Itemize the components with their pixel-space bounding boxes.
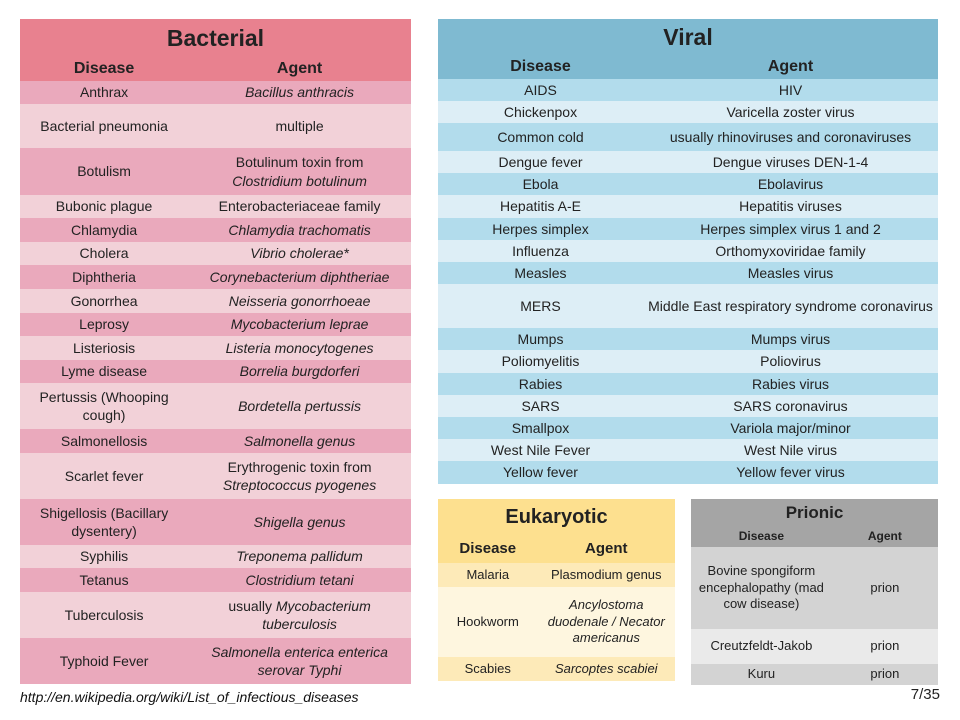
agent-text: Botulinum toxin from	[235, 154, 364, 171]
disease-cell: Chlamydia	[20, 218, 188, 242]
bacterial-col-disease: Disease	[20, 57, 188, 81]
disease-cell: Bubonic plague	[20, 195, 188, 218]
disease-cell: Measles	[438, 262, 643, 284]
disease-cell: Smallpox	[438, 417, 643, 439]
table-row	[20, 104, 411, 148]
disease-cell: Diphtheria	[20, 265, 188, 289]
table-row	[20, 218, 411, 242]
disease-cell: Creutzfeldt-Jakob	[691, 629, 832, 664]
disease-cell: Ebola	[438, 173, 643, 195]
table-row	[20, 313, 411, 336]
agent-cell: Shigella genus	[188, 499, 411, 545]
table-row	[438, 195, 938, 218]
table-row	[438, 657, 675, 681]
table-row	[438, 373, 938, 395]
agent-cell: Orthomyxoviridae family	[643, 240, 938, 262]
disease-cell: Influenza	[438, 240, 643, 262]
disease-cell: Syphilis	[20, 545, 188, 568]
table-row	[20, 360, 411, 383]
disease-cell: Hookworm	[438, 587, 538, 657]
prionic-title: Prionic	[691, 499, 938, 527]
table-row	[20, 81, 411, 104]
disease-cell: Scabies	[438, 657, 538, 681]
disease-cell: Kuru	[691, 664, 832, 685]
agent-cell: Ancylostoma duodenale / Necator americanus	[538, 587, 675, 657]
agent-cell: prion	[832, 629, 938, 664]
page-number: 7/35	[910, 686, 940, 703]
agent-cell: Dengue viruses DEN-1-4	[643, 151, 938, 173]
agent-cell: Clostridium tetani	[188, 568, 411, 592]
table-row	[20, 453, 411, 499]
agent-species: Mycobacterium tuberculosis	[262, 597, 371, 632]
eukaryotic-table-panel	[438, 499, 675, 681]
agent-species: Streptococcus pyogenes	[222, 477, 377, 493]
disease-cell: MERS	[438, 284, 643, 328]
agent-cell: Mumps virus	[643, 328, 938, 350]
disease-cell: Tuberculosis	[20, 592, 188, 638]
table-row	[438, 240, 938, 262]
disease-cell: Cholera	[20, 242, 188, 265]
table-row	[20, 638, 411, 684]
agent-species: Clostridium botulinum	[232, 172, 367, 189]
disease-cell: Chickenpox	[438, 101, 643, 123]
agent-cell: Bordetella pertussis	[188, 383, 411, 429]
table-row	[438, 151, 938, 173]
agent-cell: Salmonella enterica enterica serovar Typhi	[188, 638, 411, 684]
disease-cell: Salmonellosis	[20, 429, 188, 453]
table-row	[438, 173, 938, 195]
table-row	[438, 461, 938, 484]
agent-cell: Middle East respiratory syndrome coronavirus	[643, 284, 938, 328]
table-row	[438, 563, 675, 587]
agent-cell: Plasmodium genus	[538, 563, 675, 587]
table-row	[438, 284, 938, 328]
bacterial-col-agent: Agent	[188, 57, 411, 81]
disease-cell: Bovine spongiform encephalopathy (mad cow disease)	[691, 547, 832, 629]
table-row	[691, 547, 938, 629]
table-row	[691, 664, 938, 685]
disease-cell: Poliomyelitis	[438, 350, 643, 373]
table-row	[438, 79, 938, 101]
table-row	[20, 195, 411, 218]
disease-cell: Dengue fever	[438, 151, 643, 173]
disease-cell: Hepatitis A-E	[438, 195, 643, 218]
agent-cell: HIV	[643, 79, 938, 101]
bacterial-title: Bacterial	[20, 19, 411, 57]
agent-cell: Sarcoptes scabiei	[538, 657, 675, 681]
disease-cell: West Nile Fever	[438, 439, 643, 461]
viral-col-agent: Agent	[643, 55, 938, 79]
agent-cell: Herpes simplex virus 1 and 2	[643, 218, 938, 240]
agent-cell: Bacillus anthracis	[188, 81, 411, 104]
disease-cell: Bacterial pneumonia	[20, 104, 188, 148]
agent-cell: Mycobacterium leprae	[188, 313, 411, 336]
agent-cell	[188, 148, 411, 195]
source-url[interactable]: http://en.wikipedia.org/wiki/List_of_infectious_diseases	[20, 689, 359, 705]
table-row	[20, 429, 411, 453]
eukaryotic-col-disease: Disease	[438, 535, 538, 563]
disease-cell: SARS	[438, 395, 643, 417]
agent-cell: Salmonella genus	[188, 429, 411, 453]
disease-cell: Malaria	[438, 563, 538, 587]
agent-cell: Vibrio cholerae*	[188, 242, 411, 265]
eukaryotic-header-row	[438, 535, 675, 563]
table-row	[438, 395, 938, 417]
agent-cell	[188, 592, 411, 638]
table-row	[20, 545, 411, 568]
table-row	[438, 101, 938, 123]
agent-text: usually	[228, 597, 276, 614]
viral-header-row	[438, 55, 938, 79]
table-row	[20, 499, 411, 545]
disease-cell: Tetanus	[20, 568, 188, 592]
agent-cell: Variola major/minor	[643, 417, 938, 439]
disease-cell: Common cold	[438, 123, 643, 151]
table-row	[20, 383, 411, 429]
table-row	[438, 350, 938, 373]
viral-table-panel	[438, 19, 938, 484]
table-row	[438, 587, 675, 657]
table-row	[438, 218, 938, 240]
agent-cell: Hepatitis viruses	[643, 195, 938, 218]
disease-cell: Yellow fever	[438, 461, 643, 484]
agent-cell: usually rhinoviruses and coronaviruses	[643, 123, 938, 151]
table-row	[20, 265, 411, 289]
bacterial-header-row	[20, 57, 411, 81]
disease-cell: Botulism	[20, 148, 188, 195]
agent-cell: Measles virus	[643, 262, 938, 284]
disease-cell: Lyme disease	[20, 360, 188, 383]
agent-cell	[188, 453, 411, 499]
table-row	[438, 123, 938, 151]
agent-cell: Poliovirus	[643, 350, 938, 373]
agent-cell: Borrelia burgdorferi	[188, 360, 411, 383]
prionic-table	[691, 527, 938, 685]
agent-cell: Corynebacterium diphtheriae	[188, 265, 411, 289]
prionic-col-disease: Disease	[691, 527, 832, 547]
agent-cell: Neisseria gonorrhoeae	[188, 289, 411, 313]
bacterial-table	[20, 57, 411, 684]
table-row	[20, 336, 411, 360]
table-row	[438, 262, 938, 284]
agent-cell: Treponema pallidum	[188, 545, 411, 568]
agent-cell: West Nile virus	[643, 439, 938, 461]
prionic-table-panel	[691, 499, 938, 685]
agent-cell: Yellow fever virus	[643, 461, 938, 484]
agent-text: Erythrogenic toxin from	[227, 458, 372, 475]
disease-cell: Herpes simplex	[438, 218, 643, 240]
table-row	[438, 328, 938, 350]
agent-cell: SARS coronavirus	[643, 395, 938, 417]
disease-cell: Gonorrhea	[20, 289, 188, 313]
table-row	[691, 629, 938, 664]
disease-cell: Scarlet fever	[20, 453, 188, 499]
agent-cell: prion	[832, 664, 938, 685]
disease-cell: Listeriosis	[20, 336, 188, 360]
table-row	[438, 439, 938, 461]
disease-cell: AIDS	[438, 79, 643, 101]
viral-col-disease: Disease	[438, 55, 643, 79]
prionic-header-row	[691, 527, 938, 547]
disease-cell: Pertussis (Whooping cough)	[20, 383, 188, 429]
agent-cell: Varicella zoster virus	[643, 101, 938, 123]
prionic-col-agent: Agent	[832, 527, 938, 547]
viral-title: Viral	[438, 19, 938, 55]
table-row	[20, 242, 411, 265]
eukaryotic-title: Eukaryotic	[438, 499, 675, 535]
table-row	[20, 568, 411, 592]
disease-cell: Rabies	[438, 373, 643, 395]
table-row	[438, 417, 938, 439]
agent-cell: Rabies virus	[643, 373, 938, 395]
eukaryotic-table	[438, 535, 675, 681]
viral-table	[438, 55, 938, 484]
bacterial-table-panel	[20, 19, 411, 684]
agent-cell: Enterobacteriaceae family	[188, 195, 411, 218]
disease-cell: Shigellosis (Bacillary dysentery)	[20, 499, 188, 545]
eukaryotic-col-agent: Agent	[538, 535, 675, 563]
disease-cell: Typhoid Fever	[20, 638, 188, 684]
disease-cell: Mumps	[438, 328, 643, 350]
agent-cell: Listeria monocytogenes	[188, 336, 411, 360]
disease-cell: Leprosy	[20, 313, 188, 336]
agent-cell: Chlamydia trachomatis	[188, 218, 411, 242]
table-row	[20, 148, 411, 195]
agent-cell: prion	[832, 547, 938, 629]
table-row	[20, 289, 411, 313]
agent-cell: Ebolavirus	[643, 173, 938, 195]
agent-cell: multiple	[188, 104, 411, 148]
table-row	[20, 592, 411, 638]
disease-cell: Anthrax	[20, 81, 188, 104]
